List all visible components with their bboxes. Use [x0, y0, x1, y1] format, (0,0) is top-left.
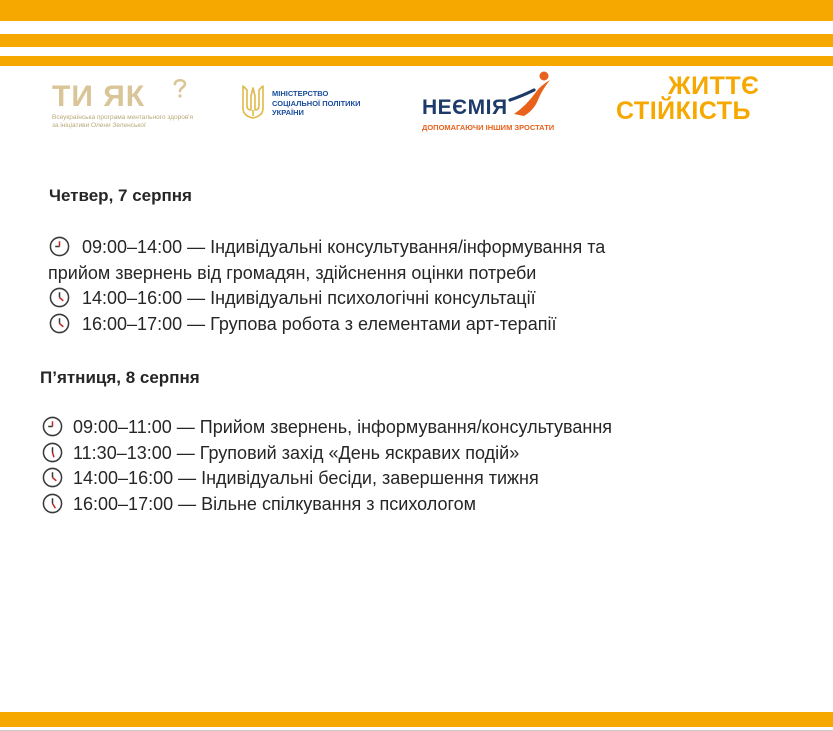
- ministry-line: СОЦІАЛЬНОЇ ПОЛІТИКИ: [272, 98, 361, 108]
- schedule-item-time: 16:00–17:00 — Вільне спілкування з психологом: [73, 494, 477, 514]
- ministry-line: МІНІСТЕРСТВО: [272, 89, 329, 98]
- schedule-item-time: 11:30–13:00 — Груповий захід «День яскравих подій»: [73, 443, 520, 463]
- clock-icon: [42, 467, 63, 488]
- clock-icon: [49, 287, 70, 308]
- tiyak-title: ТИ ЯК: [52, 80, 146, 113]
- ministry-line: УКРАЇНИ: [272, 108, 304, 117]
- neemia-logo: [422, 70, 562, 134]
- day-heading-thursday: Четвер, 7 серпня: [49, 186, 192, 205]
- clock-icon: [49, 236, 70, 257]
- trident-icon: [240, 84, 266, 120]
- question-mark-icon: [172, 78, 188, 98]
- ministry-logo: [240, 84, 390, 124]
- life-title: ЖИТТЄ: [668, 72, 760, 100]
- neemia-subtitle: ДОПОМАГАЮЧИ ІНШИМ ЗРОСТАТИ: [422, 123, 555, 132]
- neemia-title: НЕЄМІЯ: [422, 96, 508, 119]
- tiyak-logo: [52, 80, 202, 130]
- top-stripe: [0, 34, 833, 47]
- schedule-item-time: 14:00–16:00 — Індивідуальні психологічні консультації: [82, 288, 536, 308]
- schedule-item-time: 14:00–16:00 — Індивідуальні бесіди, завершення тижня: [73, 468, 539, 488]
- schedule-item-time: 09:00–14:00 — Індивідуальні консультування/інформування та: [82, 237, 606, 257]
- clock-icon: [42, 416, 63, 437]
- clock-icon: [42, 493, 63, 514]
- schedule-item-time: 09:00–11:00 — Прийом звернень, інформування/консультування: [73, 417, 613, 437]
- clock-icon: [42, 442, 63, 463]
- schedule-item-time: 16:00–17:00 — Групова робота з елементами арт-терапії: [82, 314, 557, 334]
- tiyak-subtitle: Всеукраїнська програма ментального здоров'я: [52, 114, 194, 121]
- resilience-title: СТІЙКІСТЬ: [616, 97, 751, 125]
- growing-figure-icon: [506, 70, 556, 120]
- clock-icon: [49, 313, 70, 334]
- schedule-item-continuation: прийом звернень від громадян, здійснення оцінки потреби: [48, 263, 537, 283]
- bottom-stripe: [0, 712, 833, 727]
- top-stripe: [0, 0, 833, 21]
- top-stripe: [0, 56, 833, 66]
- life-resilience-logo: [616, 74, 796, 124]
- day-heading-friday: П’ятниця, 8 серпня: [40, 368, 200, 387]
- logos-row: [0, 66, 833, 146]
- tiyak-subtitle: за ініціативи Олени Зеленської: [52, 122, 146, 129]
